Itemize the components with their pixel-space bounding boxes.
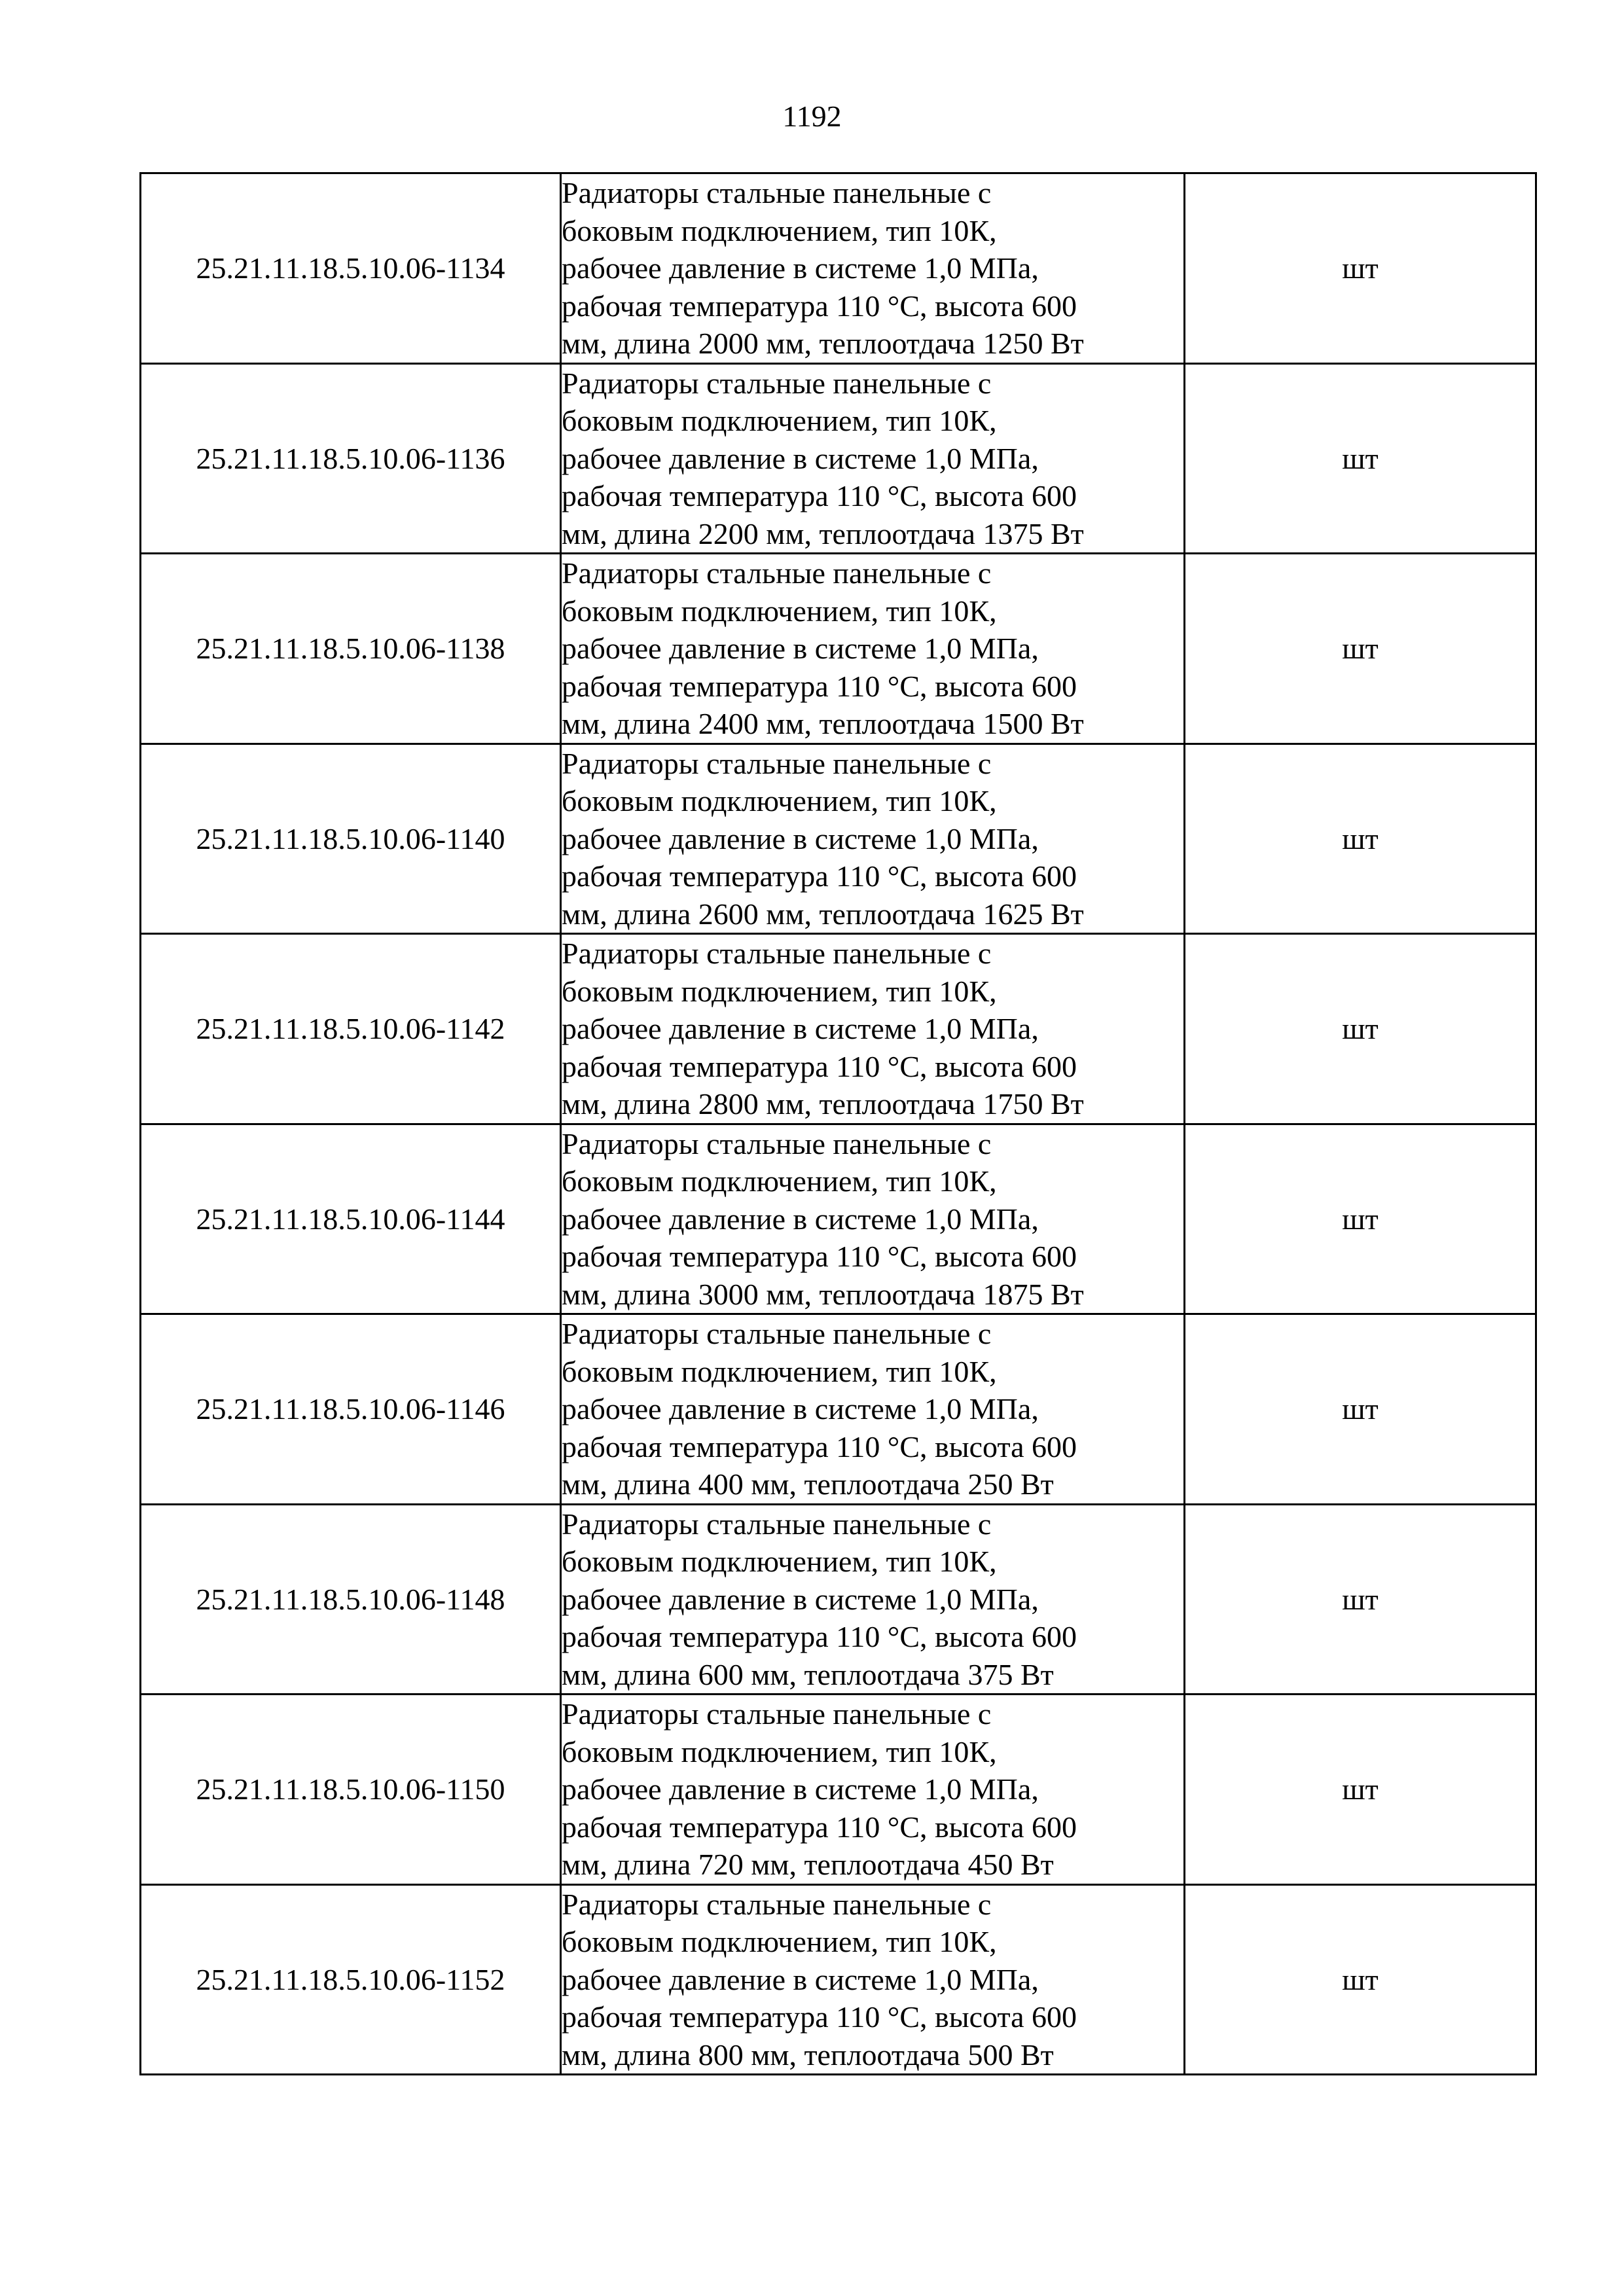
resource-code: 25.21.11.18.5.10.06-1134: [141, 173, 561, 364]
description-line: рабочее давление в системе 1,0 МПа,: [562, 1772, 1039, 1806]
resource-code: 25.21.11.18.5.10.06-1146: [141, 1314, 561, 1505]
resource-description: [561, 1884, 1185, 2075]
description-line: рабочее давление в системе 1,0 МПа,: [562, 1012, 1039, 1045]
resource-description: [561, 1695, 1185, 1885]
resource-description: [561, 1124, 1185, 1314]
description-line: Радиаторы стальные панельные с: [562, 1126, 992, 1160]
description-line: боковым подключением, тип 10К,: [562, 1925, 997, 1958]
description-line: боковым подключением, тип 10К,: [562, 213, 997, 247]
table-row: [141, 1504, 1536, 1695]
description-line: мм, длина 2600 мм, теплоотдача 1625 Вт: [562, 897, 1084, 931]
unit-of-measure: шт: [1185, 1504, 1536, 1695]
description-line: боковым подключением, тип 10К,: [562, 1545, 997, 1578]
resource-code: 25.21.11.18.5.10.06-1138: [141, 554, 561, 744]
description-line: Радиаторы стальные панельные с: [562, 556, 992, 590]
description-line: боковым подключением, тип 10К,: [562, 1734, 997, 1768]
description-line: Радиаторы стальные панельные с: [562, 176, 992, 209]
table-row: [141, 934, 1536, 1124]
table-row: [141, 363, 1536, 554]
description-line: рабочая температура 110 °С, высота 600: [562, 2000, 1077, 2034]
unit-of-measure: шт: [1185, 744, 1536, 934]
description-line: рабочая температура 110 °С, высота 600: [562, 1240, 1077, 1273]
description-line: Радиаторы стальные панельные с: [562, 366, 992, 400]
description-line: мм, длина 2000 мм, теплоотдача 1250 Вт: [562, 327, 1084, 360]
description-line: рабочая температура 110 °С, высота 600: [562, 289, 1077, 323]
description-line: мм, длина 2200 мм, теплоотдача 1375 Вт: [562, 516, 1084, 550]
unit-of-measure: шт: [1185, 1695, 1536, 1885]
description-line: мм, длина 800 мм, теплоотдача 500 Вт: [562, 2037, 1054, 2072]
resource-description: [561, 1504, 1185, 1695]
description-line: мм, длина 2800 мм, теплоотдача 1750 Вт: [562, 1087, 1084, 1121]
description-line: рабочее давление в системе 1,0 МПа,: [562, 441, 1039, 475]
description-line: мм, длина 3000 мм, теплоотдача 1875 Вт: [562, 1277, 1084, 1311]
description-line: рабочая температура 110 °С, высота 600: [562, 669, 1077, 703]
description-line: рабочее давление в системе 1,0 МПа,: [562, 251, 1039, 285]
description-line: Радиаторы стальные панельные с: [562, 746, 992, 780]
table-row: [141, 1124, 1536, 1314]
description-line: мм, длина 600 мм, теплоотдача 375 Вт: [562, 1657, 1054, 1691]
description-line: Радиаторы стальные панельные с: [562, 1507, 992, 1541]
unit-of-measure: шт: [1185, 1124, 1536, 1314]
catalog-table: [139, 172, 1537, 2075]
unit-of-measure: шт: [1185, 173, 1536, 364]
description-line: боковым подключением, тип 10К,: [562, 594, 997, 628]
description-line: рабочая температура 110 °С, высота 600: [562, 1810, 1077, 1844]
resource-description: [561, 744, 1185, 934]
table-row: [141, 1695, 1536, 1885]
unit-of-measure: шт: [1185, 1314, 1536, 1505]
description-line: рабочая температура 110 °С, высота 600: [562, 479, 1077, 512]
unit-of-measure: шт: [1185, 363, 1536, 554]
resource-code: 25.21.11.18.5.10.06-1136: [141, 363, 561, 554]
description-line: рабочее давление в системе 1,0 МПа,: [562, 821, 1039, 855]
resource-description: [561, 173, 1185, 364]
description-line: боковым подключением, тип 10К,: [562, 784, 997, 817]
resource-code: 25.21.11.18.5.10.06-1140: [141, 744, 561, 934]
description-line: мм, длина 720 мм, теплоотдача 450 Вт: [562, 1848, 1054, 1881]
description-line: Радиаторы стальные панельные с: [562, 1697, 992, 1731]
description-line: рабочее давление в системе 1,0 МПа,: [562, 1202, 1039, 1236]
table-row: [141, 1884, 1536, 2075]
description-line: боковым подключением, тип 10К,: [562, 1164, 997, 1198]
description-line: боковым подключением, тип 10К,: [562, 404, 997, 437]
resource-description: [561, 554, 1185, 744]
resource-code: 25.21.11.18.5.10.06-1148: [141, 1504, 561, 1695]
description-line: рабочая температура 110 °С, высота 600: [562, 1049, 1077, 1083]
description-line: рабочее давление в системе 1,0 МПа,: [562, 1392, 1039, 1426]
unit-of-measure: шт: [1185, 934, 1536, 1124]
description-line: Радиаторы стальные панельные с: [562, 937, 992, 970]
catalog-table-body: [141, 173, 1536, 2075]
resource-code: 25.21.11.18.5.10.06-1142: [141, 934, 561, 1124]
description-line: рабочая температура 110 °С, высота 600: [562, 1429, 1077, 1463]
resource-code: 25.21.11.18.5.10.06-1144: [141, 1124, 561, 1314]
description-line: рабочая температура 110 °С, высота 600: [562, 859, 1077, 893]
resource-description: [561, 934, 1185, 1124]
table-row: [141, 1314, 1536, 1505]
unit-of-measure: шт: [1185, 554, 1536, 744]
description-line: мм, длина 2400 мм, теплоотдача 1500 Вт: [562, 707, 1084, 740]
description-line: Радиаторы стальные панельные с: [562, 1317, 992, 1350]
description-line: Радиаторы стальные панельные с: [562, 1887, 992, 1921]
resource-description: [561, 1314, 1185, 1505]
description-line: рабочее давление в системе 1,0 МПа,: [562, 632, 1039, 665]
description-line: боковым подключением, тип 10К,: [562, 1354, 997, 1388]
description-line: мм, длина 400 мм, теплоотдача 250 Вт: [562, 1467, 1054, 1501]
resource-description: [561, 363, 1185, 554]
description-line: рабочая температура 110 °С, высота 600: [562, 1620, 1077, 1653]
description-line: рабочее давление в системе 1,0 МПа,: [562, 1582, 1039, 1616]
page-number: 1192: [782, 99, 842, 133]
unit-of-measure: шт: [1185, 1884, 1536, 2075]
resource-code: 25.21.11.18.5.10.06-1152: [141, 1884, 561, 2075]
table-row: [141, 744, 1536, 934]
description-line: рабочее давление в системе 1,0 МПа,: [562, 1962, 1039, 1996]
description-line: боковым подключением, тип 10К,: [562, 974, 997, 1008]
resource-code: 25.21.11.18.5.10.06-1150: [141, 1695, 561, 1885]
table-row: [141, 173, 1536, 364]
table-row: [141, 554, 1536, 744]
